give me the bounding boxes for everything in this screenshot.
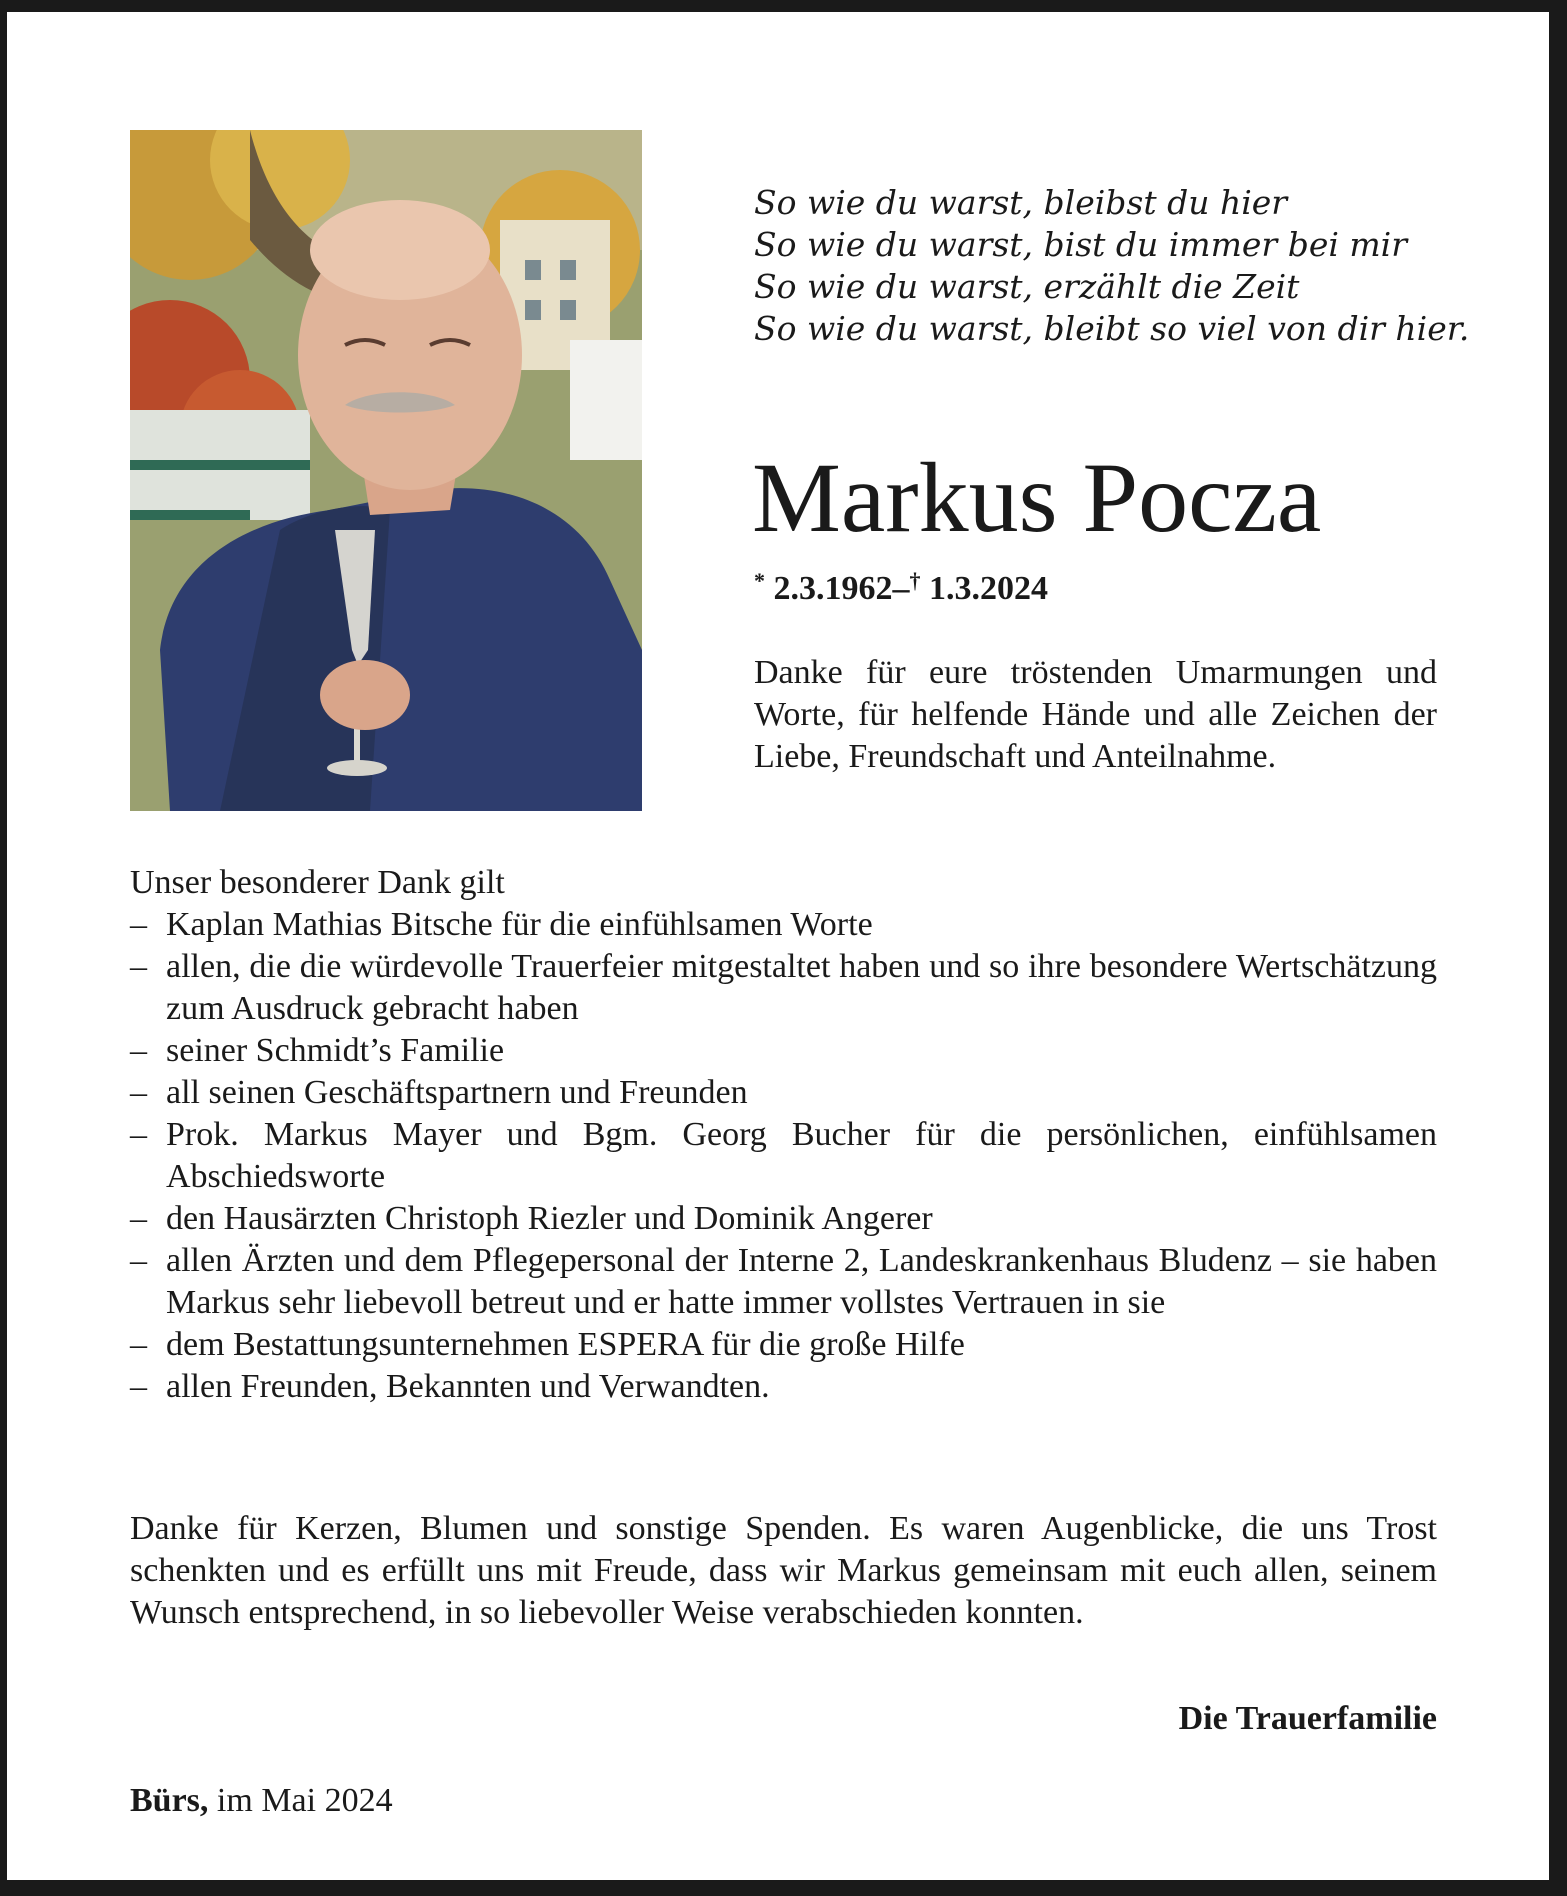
death-symbol: † [909, 568, 921, 593]
list-dash: – [130, 1326, 147, 1363]
date-separator: – [892, 570, 910, 607]
poem-line: So wie du warst, bleibst du hier [754, 183, 1288, 222]
list-item-text: Prok. Markus Mayer und Bgm. Georg Bucher für die persönlichen, einfühlsamen Abschiedsworte [166, 1116, 1437, 1195]
life-dates [754, 570, 1048, 608]
place-date: im Mai 2024 [216, 1782, 393, 1819]
list-item [130, 1114, 1437, 1198]
list-item-text: seiner Schmidt’s Familie [166, 1032, 505, 1069]
list-item [130, 1240, 1437, 1324]
signature: Die Trauerfamilie [1178, 1700, 1437, 1737]
poem-line: So wie du warst, bist du immer bei mir [754, 225, 1408, 264]
list-item-text: allen Freunden, Bekannten und Verwandten. [166, 1368, 770, 1405]
list-item-text: all seinen Geschäftspartnern und Freunden [166, 1074, 748, 1111]
list-item [130, 1366, 1437, 1408]
place-and-date [130, 1782, 393, 1820]
thanks-paragraph: Danke für eure tröstenden Umarmungen und Worte, für helfende Hände und alle Zeichen der Liebe, Freundschaft und Anteilnahme. [754, 654, 1437, 775]
poem-line: So wie du warst, bleibt so viel von dir hier. [754, 309, 1470, 348]
list-item-text: Kaplan Mathias Bitsche für die einfühlsamen Worte [166, 906, 873, 943]
list-item [130, 1198, 1437, 1240]
list-item-text: den Hausärzten Christoph Riezler und Dominik Angerer [166, 1200, 933, 1237]
list-dash: – [130, 1368, 147, 1405]
birth-symbol: * [754, 568, 765, 593]
list-dash: – [130, 1242, 147, 1279]
list-dash: – [130, 906, 147, 943]
special-thanks-section [130, 862, 1437, 1408]
closing-paragraph: Danke für Kerzen, Blumen und sonstige Spenden. Es waren Augenblicke, die uns Trost schenkten und es erfüllt uns mit Freude, dass wir Markus gemeinsam mit euch allen, seinem Wunsch entsprechend, in so liebevoller Weise verabschieden konnten. [130, 1510, 1437, 1631]
poem-line: So wie du warst, erzählt die Zeit [754, 267, 1300, 306]
list-dash: – [130, 1116, 147, 1153]
list-dash: – [130, 948, 147, 985]
list-item-text: allen, die die würdevolle Trauerfeier mitgestaltet haben und so ihre besondere Wertschätzung zum Ausdruck gebracht haben [166, 948, 1437, 1027]
list-item-text: dem Bestattungsunternehmen ESPERA für die große Hilfe [166, 1326, 965, 1363]
list-item [130, 1324, 1437, 1366]
birth-date: 2.3.1962 [773, 570, 893, 607]
place-town: Bürs, [130, 1782, 209, 1819]
special-thanks-list [130, 904, 1437, 1408]
list-item [130, 1030, 1437, 1072]
list-item [130, 946, 1437, 1030]
memorial-poem [754, 182, 1514, 350]
list-dash: – [130, 1074, 147, 1111]
deceased-name: Markus Pocza [752, 442, 1322, 553]
special-thanks-intro: Unser besonderer Dank gilt [130, 864, 505, 901]
list-dash: – [130, 1200, 147, 1237]
list-item [130, 1072, 1437, 1114]
list-item-text: allen Ärzten und dem Pflegepersonal der Interne 2, Landeskrankenhaus Bludenz – sie haben Markus sehr liebevoll betreut und er hatte immer vollstes Vertrauen in sie [166, 1242, 1437, 1321]
death-date: 1.3.2024 [929, 570, 1048, 607]
list-item [130, 904, 1437, 946]
portrait-photo [130, 130, 642, 811]
list-dash: – [130, 1032, 147, 1069]
